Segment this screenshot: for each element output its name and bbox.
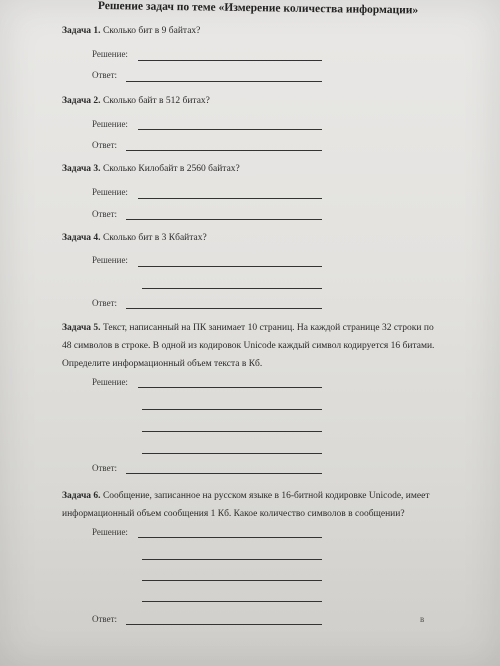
task-1-label: Задача 1.	[62, 26, 101, 36]
task-6-solution-label: Решение:	[92, 527, 128, 537]
task-4-answer-line	[126, 308, 322, 309]
task-4-solution-line-1	[138, 266, 322, 267]
task-5-solution-line-3	[142, 431, 322, 432]
task-4	[62, 233, 207, 243]
task-6-answer-line	[126, 624, 322, 625]
task-6-solution-line-2	[142, 559, 322, 560]
task-5	[62, 323, 434, 333]
task-2-solution-label: Решение:	[92, 119, 128, 129]
task-5-solution-line-1	[138, 387, 322, 388]
task-3-solution-line	[138, 198, 322, 199]
task-5-text-line-3: Определите информационный объем текста в Кб.	[62, 359, 263, 369]
task-4-solution-line-2	[142, 288, 322, 289]
task-5-label: Задача 5.	[62, 323, 101, 333]
task-2	[62, 96, 210, 106]
task-5-answer-line	[126, 473, 322, 474]
corner-mark: в	[420, 614, 425, 624]
task-5-answer-label: Ответ:	[92, 463, 118, 473]
task-2-answer-line	[126, 150, 322, 151]
task-3	[62, 164, 240, 174]
page-title: Решение задач по теме «Измерение количества информации»	[97, 0, 419, 17]
task-2-solution-line	[138, 129, 322, 130]
task-4-answer-label: Ответ:	[92, 298, 118, 308]
task-4-solution-label: Решение:	[92, 255, 128, 265]
task-3-label: Задача 3.	[62, 164, 101, 174]
task-1-solution-label: Решение:	[92, 49, 128, 59]
task-3-text: Сколько Килобайт в 2560 байтах?	[102, 164, 240, 174]
task-2-label: Задача 2.	[62, 96, 101, 106]
task-5-text-line-2: 48 символов в строке. В одной из кодировок Unicode каждый символ кодируется 16 битами.	[62, 341, 435, 351]
task-4-label: Задача 4.	[62, 233, 101, 243]
task-6-answer-label: Ответ:	[92, 614, 118, 624]
task-1-solution-line	[138, 60, 322, 61]
task-5-text-line-1: Текст, написанный на ПК занимает 10 страниц. На каждой странице 32 строки по	[102, 323, 434, 333]
task-6-solution-line-4	[142, 601, 322, 602]
task-6-solution-line-3	[142, 580, 322, 581]
task-6-label: Задача 6.	[62, 491, 101, 501]
task-3-answer-label: Ответ:	[92, 209, 118, 219]
task-2-answer-label: Ответ:	[92, 140, 118, 150]
task-1-answer-label: Ответ:	[92, 70, 118, 80]
task-1	[62, 26, 200, 36]
task-2-text: Сколько байт в 512 битах?	[102, 96, 210, 106]
task-5-solution-line-2	[142, 409, 322, 410]
task-1-answer-line	[126, 81, 322, 82]
task-6	[62, 491, 430, 501]
task-5-solution-label: Решение:	[92, 377, 128, 387]
task-3-solution-label: Решение:	[92, 187, 128, 197]
task-1-text: Сколько бит в 9 байтах?	[102, 26, 201, 36]
task-3-answer-line	[126, 219, 322, 220]
task-6-solution-line-1	[138, 537, 322, 538]
task-5-solution-line-4	[142, 453, 322, 454]
task-6-text-line-1: Сообщение, записанное на русском языке в 16-битной кодировке Unicode, имеет	[102, 491, 430, 501]
task-6-text-line-2: информационный объем сообщения 1 Кб. Какое количество символов в сообщении?	[62, 509, 405, 519]
task-4-text: Сколько бит в 3 Кбайтах?	[102, 233, 207, 243]
